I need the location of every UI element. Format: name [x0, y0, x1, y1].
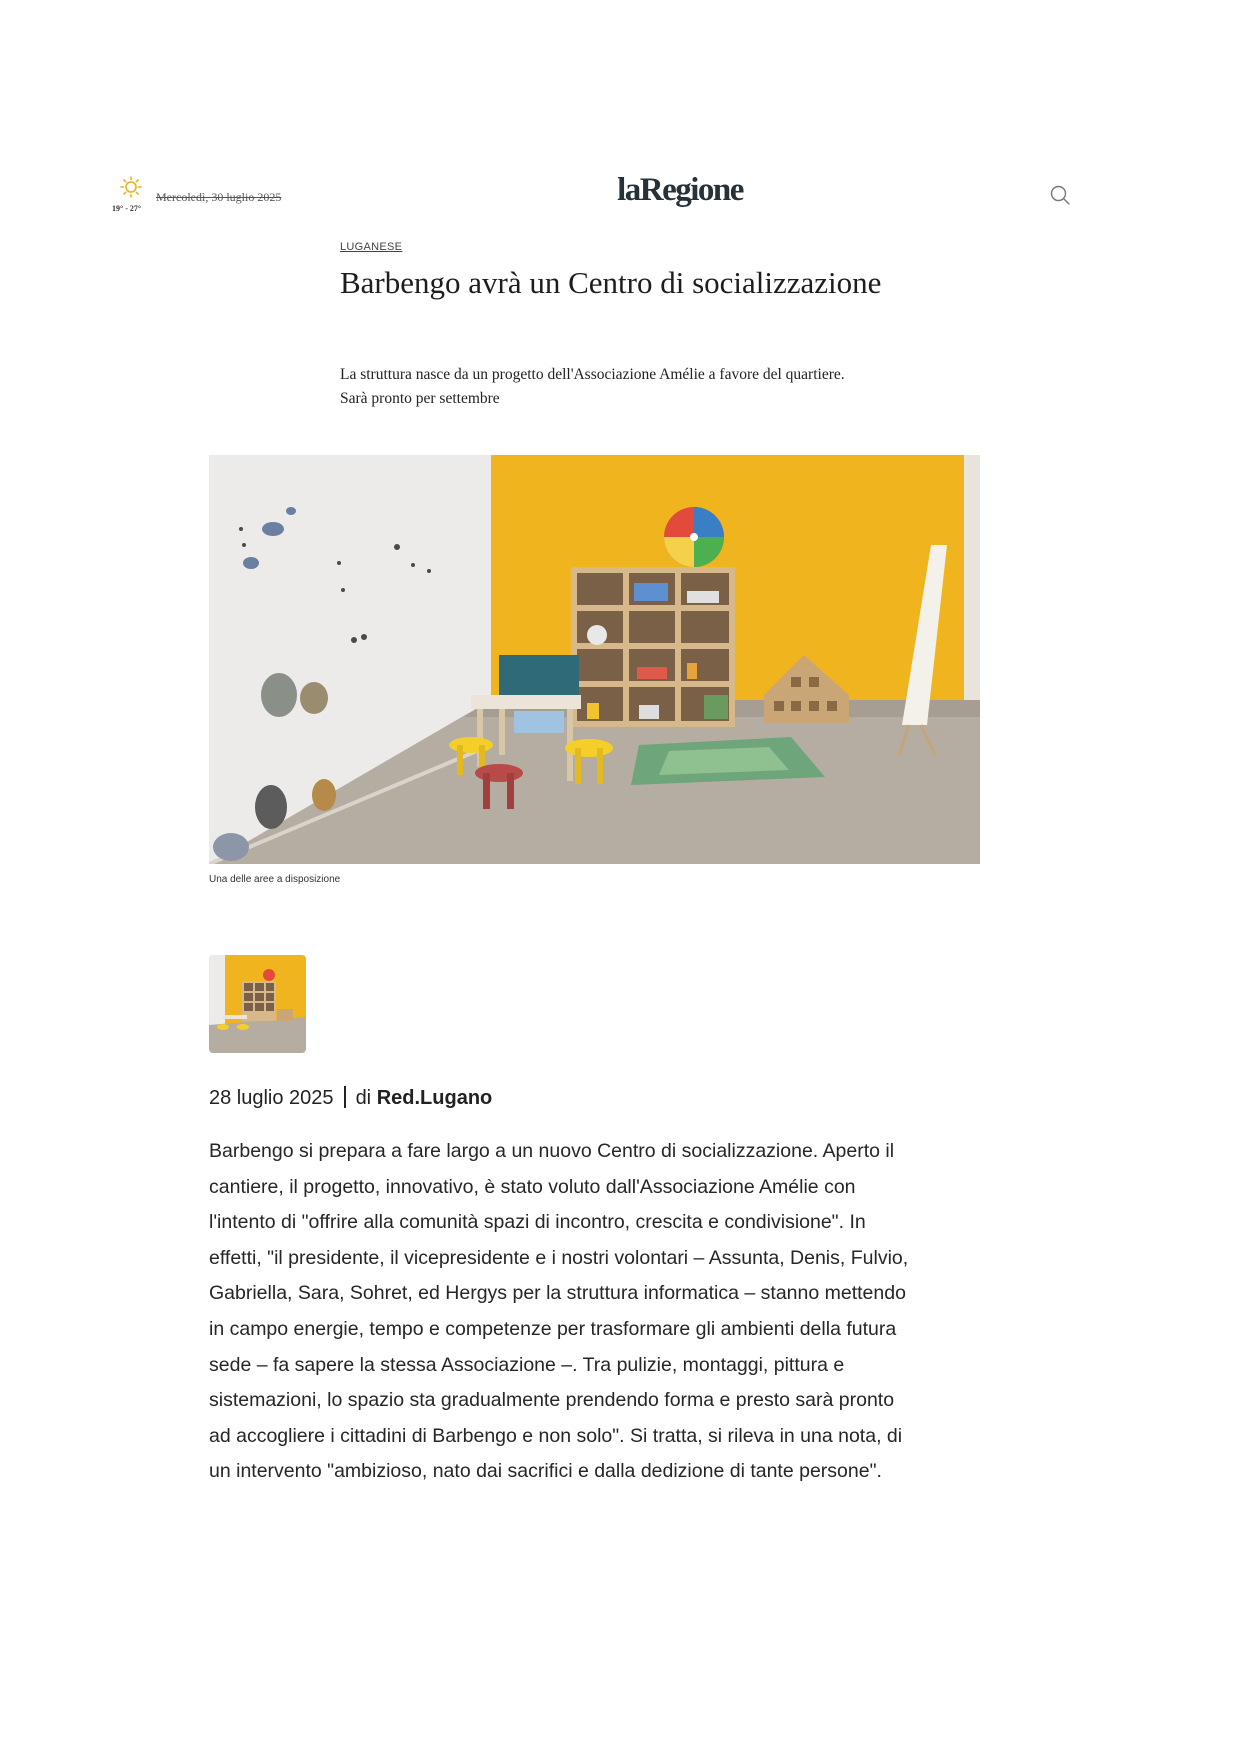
- article-title: Barbengo avrà un Centro di socializzazione: [340, 265, 882, 300]
- article-photo[interactable]: [209, 455, 980, 864]
- temperature-range: 19° - 27°: [112, 204, 142, 213]
- article-body: Barbengo si prepara a fare largo a un nuovo Centro di socializzazione. Aperto il cantiere, il progetto, innovativo, è stato voluto dall'Associazione Amélie con l'intento di "offrire alla comunità spazi di incontro, crescita e condivisione". In effetti, "il presidente, il vicepresidente e i nostri volontari – Assunta, Denis, Fulvio, Gabriella, Sara, Sohret, ed Hergys per la struttura informatica – stanno mettendo in campo energie, tempo e competenze per trasformare gli ambienti della futura sede – fa sapere la stessa Associazione –. Tra pulizie, montaggi, pittura e sistemazioni, lo spazio sta gradualmente prendendo forma e presto sarà pronto ad accogliere i cittadini di Barbengo e non solo". Si tratta, si rileva in una nota, di un intervento "ambizioso, nato dai sacrifici e dalla dedizione di tante persone".: [209, 1140, 909, 1483]
- byline-separator: [344, 1086, 346, 1108]
- author-name[interactable]: Red.Lugano: [376, 1087, 493, 1109]
- article-byline: [209, 1086, 492, 1110]
- byline-prefix: di: [355, 1087, 372, 1109]
- article-category-link[interactable]: LUGANESE: [340, 241, 403, 253]
- playroom-illustration: [209, 455, 980, 864]
- search-icon[interactable]: [1049, 184, 1071, 206]
- current-date: Mercoledì, 30 luglio 2025: [156, 190, 282, 204]
- photo-caption: Una delle aree a disposizione: [209, 874, 341, 885]
- weather-widget: [112, 176, 152, 216]
- playroom-thumbnail-illustration: [209, 955, 306, 1053]
- publish-date: 28 luglio 2025: [209, 1087, 334, 1109]
- article-subtitle: La struttura nasce da un progetto dell'Associazione Amélie a favore del quartiere. Sarà pronto per settembre: [340, 366, 845, 407]
- gallery-thumbnail[interactable]: [209, 955, 306, 1053]
- sun-icon: [120, 176, 142, 198]
- site-logo[interactable]: laRegione: [617, 172, 743, 208]
